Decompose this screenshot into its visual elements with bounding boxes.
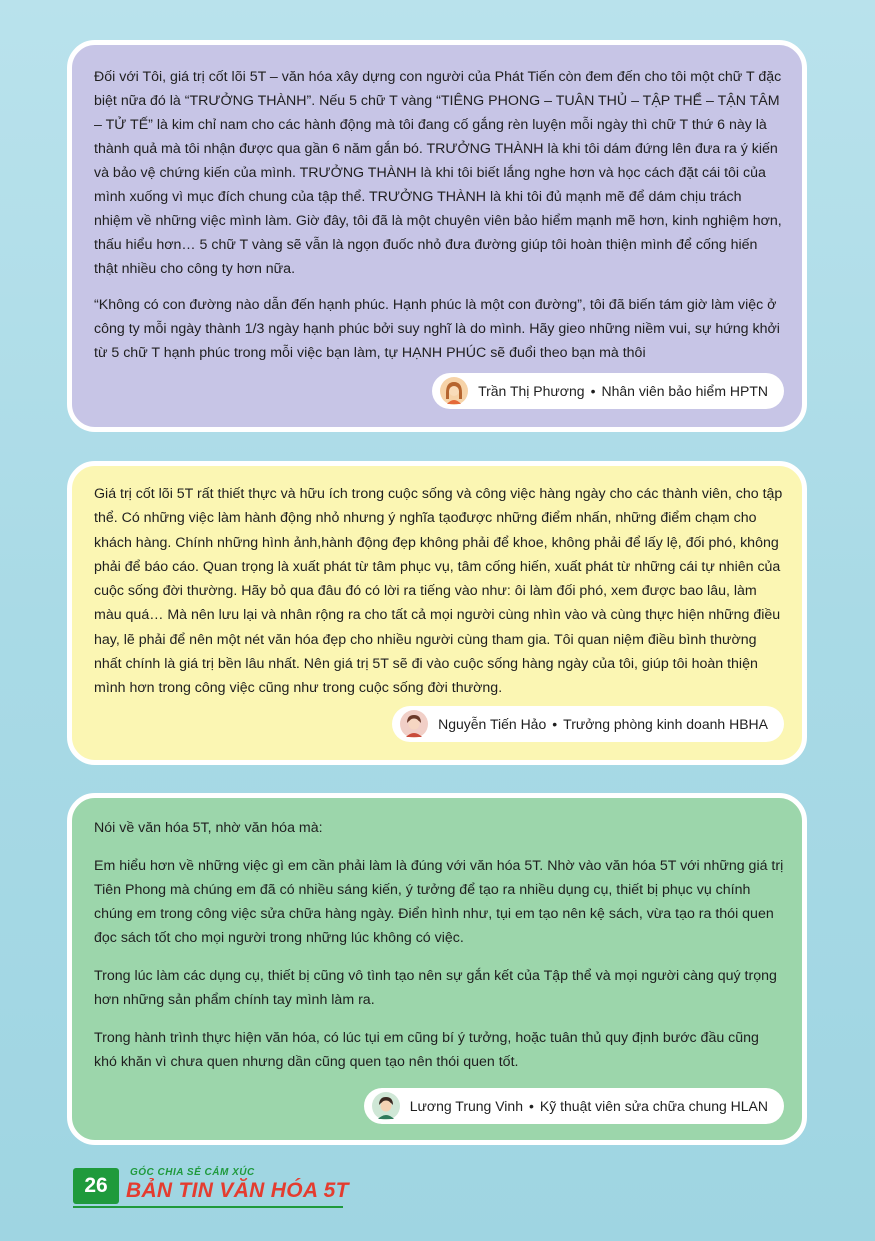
author-signature <box>364 1088 784 1124</box>
author-name: Nguyễn Tiến Hảo <box>438 716 547 732</box>
author-name: Trần Thị Phương <box>478 383 585 399</box>
testimonial-card-2 <box>67 461 807 765</box>
testimonial-card-1 <box>67 40 807 432</box>
testimonial-paragraph: Giá trị cốt lõi 5T rất thiết thực và hữu ích trong cuộc sống và công việc hàng ngày cho các thành viên, cho tập thể. Có những việc làm hành động nhỏ nhưng ý nghĩa tạođược những điểm nhấn, những điểm chạm cho khách hàng. Chính những hình ảnh,hành động đẹp không phải để khoe, không phải để lấy lệ, đối phó, không phải để báo cáo. Quan trọng là xuất phát từ tâm phục vụ, tâm cống hiến, xuất phát từ những cái tự nhiên của cuộc sống đời thường. Hãy bỏ qua đâu đó có lời ra tiếng vào như: ôi làm đối phó, xem được bao lâu, làm màu quá… Mà nên lưu lại và nhân rộng ra cho tất cả mọi người cùng nhìn vào và cùng thực hiện những điều hay, lẽ phải để nên một nét văn hóa đẹp cho nhiều người cùng tham gia. Tôi quan niệm điều bình thường nhất chính là giá trị bền lâu nhất. Nên giá trị 5T sẽ đi vào cuộc sống hàng ngày của tôi, giúp tôi hoàn thiện mình hơn trong công việc cũng như trong cuộc sống đời thường. <box>94 486 783 697</box>
author-role: Kỹ thuật viên sửa chữa chung HLAN <box>539 1098 768 1114</box>
author-name: Lương Trung Vinh <box>409 1098 523 1114</box>
page-footer <box>70 1164 349 1208</box>
testimonial-paragraph: Em hiểu hơn về những việc gì em cần phải làm là đúng với văn hóa 5T. Nhờ vào văn hóa 5T với những giá trị Tiên Phong mà chúng em đã có nhiều sáng kiến, ý tưởng để tạo ra nhiều dụng cụ, thiết bị phục vụ chính chúng em trong công việc sửa chữa hàng ngày. Điển hình như, tụi em tạo nên kệ sách, vừa tạo ra thói quen đọc sách tốt cho mọi người trong những lúc không có việc. <box>94 858 784 946</box>
man-avatar-icon <box>372 1092 400 1120</box>
author-role: Trưởng phòng kinh doanh HBHA <box>563 716 768 732</box>
section-title: GÓC CHIA SẺ CẢM XÚC <box>130 1167 255 1178</box>
testimonial-paragraph: Đối với Tôi, giá trị cốt lõi 5T – văn hóa xây dựng con người của Phát Tiến còn đem đến cho tôi một chữ T đặc biệt nữa đó là “TRƯỞNG THÀNH”. Nếu 5 chữ T vàng “TIÊNG PHONG – TUÂN THỦ – TẬP THỂ – TẬN TÂM – TỬ TẾ” là kim chỉ nam cho các hành động mà tôi đang cố gắng rèn luyện mỗi ngày thì chữ T thứ 6 này là thành quả mà tôi nhận được qua gần 6 năm gắn bó. TRƯỞNG THÀNH là khi tôi dám đứng lên đưa ra ý kiến và bảo vệ chứng kiến của mình. TRƯỞNG THÀNH là khi tôi biết lắng nghe hơn và học cách đặt cái tôi của mình xuống vì mục đích chung của tập thể. TRƯỞNG THÀNH là khi tôi đủ mạnh mẽ để dám chịu trách nhiệm về những việc mình làm. Giờ đây, tôi đã là một chuyên viên bảo hiểm mạnh mẽ hơn, kinh nghiệm hơn, thấu hiểu hơn… 5 chữ T vàng sẽ vẫn là ngọn đuốc nhỏ đưa đường giúp tôi hoàn thiện mình để cống hiến thật nhiều cho công ty hơn nữa. <box>94 69 782 277</box>
author-signature <box>392 706 784 742</box>
separator-dot: • <box>552 716 558 732</box>
testimonial-paragraph: Trong hành trình thực hiện văn hóa, có lúc tụi em cũng bí ý tưởng, hoặc tuân thủ quy định bước đầu cũng khó khăn vì chưa quen nhưng dần cũng quen tạo nên thói quen tốt. <box>94 1030 759 1070</box>
publication-title: BẢN TIN VĂN HÓA 5T <box>126 1179 349 1202</box>
testimonial-paragraph: Trong lúc làm các dụng cụ, thiết bị cũng vô tình tạo nên sự gắn kết của Tập thể và mọi người càng quý trọng hơn những sản phẩm chính tay mình làm ra. <box>94 968 777 1008</box>
woman-avatar-icon <box>440 377 468 405</box>
author-role: Nhân viên bảo hiểm HPTN <box>601 383 768 399</box>
author-signature <box>432 373 784 409</box>
page-number: 26 <box>73 1168 119 1204</box>
testimonial-paragraph: Nói về văn hóa 5T, nhờ văn hóa mà: <box>94 820 323 836</box>
separator-dot: • <box>590 383 596 399</box>
testimonial-paragraph: “Không có con đường nào dẫn đến hạnh phúc. Hạnh phúc là một con đường”, tôi đã biến tám giờ làm việc ở công ty mỗi ngày thành 1/3 ngày hạnh phúc bởi suy nghĩ là do mình. Hãy gieo những niềm vui, sự hứng khởi từ 5 chữ T hạnh phúc trong mỗi việc bạn làm, tự HẠNH PHÚC sẽ đuổi theo bạn mà thôi <box>94 297 780 361</box>
separator-dot: • <box>529 1098 534 1114</box>
man-avatar-icon <box>400 710 428 738</box>
footer-rule <box>73 1206 343 1208</box>
testimonial-card-3 <box>67 793 807 1145</box>
